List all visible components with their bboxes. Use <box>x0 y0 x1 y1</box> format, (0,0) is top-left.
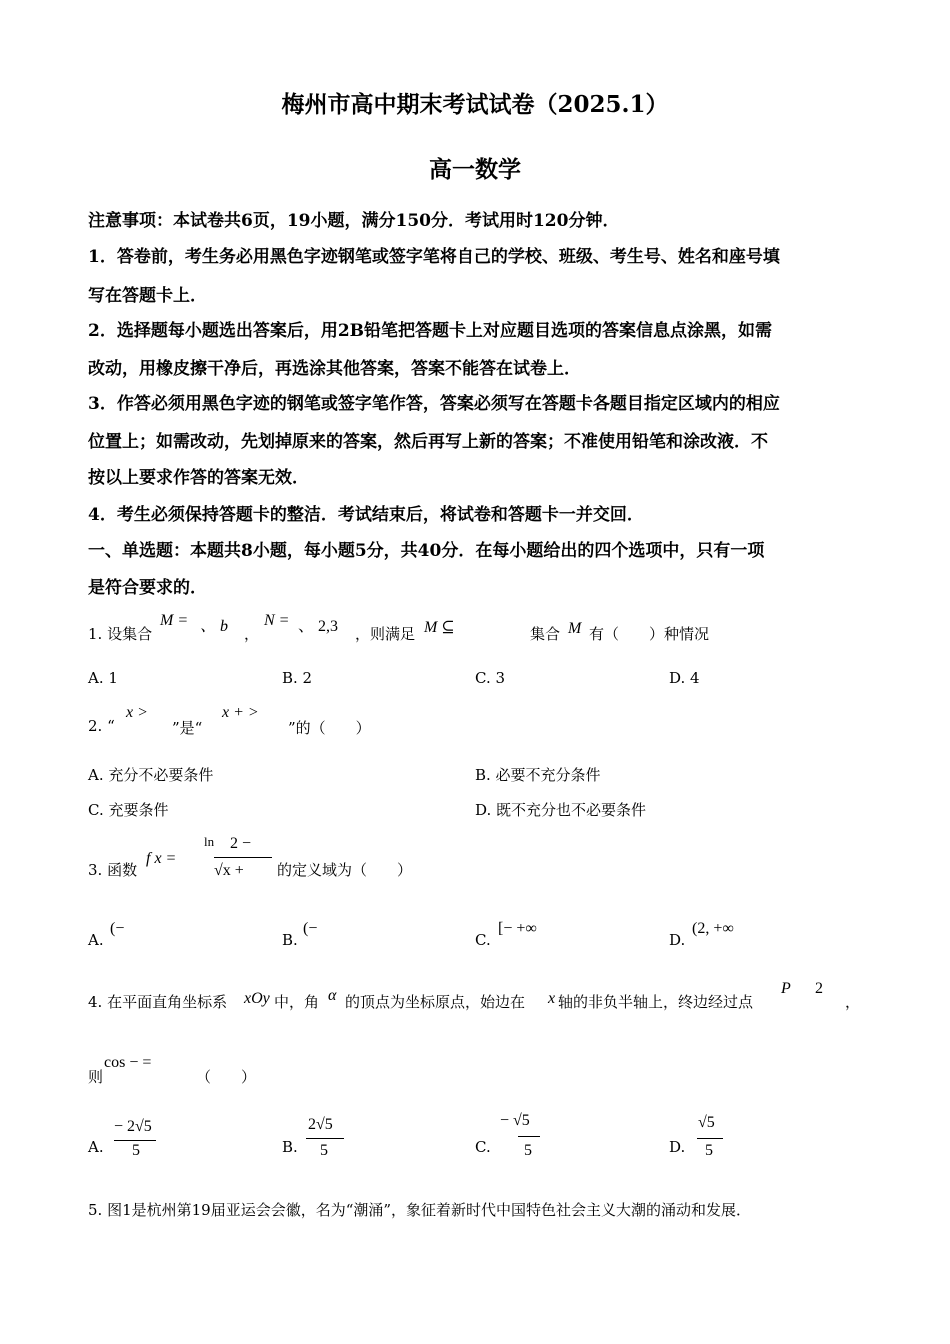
q3-numerator: 2 − <box>230 835 252 852</box>
q1-set-m-symbol: M <box>568 620 582 637</box>
q3-option-a-math: (− <box>110 920 125 937</box>
notice-head: 注意事项：本试卷共6页，19小题，满分150分．考试用时120分钟． <box>88 211 620 231</box>
q4-option-c-bar <box>518 1136 540 1137</box>
q1-option-c: C. 3 <box>475 669 506 687</box>
q1-satisfy: ，则满足 <box>355 625 416 643</box>
q2-stem-mid: ”是“ <box>172 719 203 737</box>
q1-option-d: D. 4 <box>669 669 700 687</box>
q3-option-b-label: B. <box>282 931 298 949</box>
q1-set-n-eq: N = <box>264 612 290 629</box>
q2-option-d: D. 既不充分也不必要条件 <box>475 801 647 819</box>
q4-option-a-bar <box>114 1140 156 1141</box>
q4-option-b-numerator: 2√5 <box>308 1116 333 1133</box>
q1-stem-start: 1. 设集合 <box>88 625 153 643</box>
q3-stem-start: 3. 函数 <box>88 861 138 879</box>
q3-option-d-math: (2, +∞ <box>692 920 734 937</box>
q4-cos-expr: cos − = <box>104 1054 152 1071</box>
q3-ln: ln <box>204 834 215 849</box>
q4-line-1-b: 中，角 <box>274 993 320 1011</box>
q3-option-d-label: D. <box>669 931 686 949</box>
q4-line-1-c: 的顶点为坐标原点，始边在 <box>345 993 526 1011</box>
q4-comma: ， <box>845 993 861 1011</box>
q1-set-n-elements: 、 2,3 <box>298 618 339 635</box>
q4-line-2-b: （ ） <box>196 1068 257 1086</box>
notice-item-1-line-1: 1．答卷前，考生务必用黑色字迹钢笔或签字笔将自己的学校、班级、考生号、姓名和座号填 <box>88 247 780 267</box>
q4-option-b-bar <box>306 1138 344 1139</box>
q4-option-d-bar <box>697 1138 723 1139</box>
page-title: 梅州市高中期末考试试卷（2025.1） <box>281 91 669 118</box>
q4-point-coord: 2 <box>815 980 823 997</box>
q3-denominator: √x + <box>214 862 244 879</box>
notice-item-1-line-2: 写在答题卡上． <box>88 286 207 306</box>
q4-option-c-label: C. <box>475 1138 491 1156</box>
q4-option-d-label: D. <box>669 1138 686 1156</box>
q2-stem-end: ”的（ ） <box>288 719 371 737</box>
q1-comma: ， <box>244 625 260 643</box>
page-subtitle: 高一数学 <box>429 156 521 183</box>
section-1-line-1: 一、单选题：本题共8小题，每小题5分，共40分．在每小题给出的四个选项中，只有一项 <box>88 541 765 561</box>
q4-option-d-numerator: √5 <box>698 1114 715 1131</box>
q1-option-b: B. 2 <box>282 669 313 687</box>
q2-option-a: A. 充分不必要条件 <box>88 766 214 784</box>
q3-option-a-label: A. <box>88 931 104 949</box>
q4-x-axis: x <box>548 990 556 1007</box>
notice-item-2-line-2: 改动，用橡皮擦干净后，再选涂其他答案，答案不能答在试卷上． <box>88 359 581 379</box>
q4-line-2-a: 则 <box>88 1068 104 1086</box>
q4-xoy: xOy <box>244 990 270 1007</box>
q2-condition-1: x > <box>126 704 148 721</box>
q4-option-a-denominator: 5 <box>132 1142 140 1159</box>
q3-option-c-math: [− +∞ <box>498 920 537 937</box>
q4-option-a-numerator: − 2√5 <box>114 1118 152 1135</box>
notice-item-4: 4．考生必须保持答题卡的整洁．考试结束后，将试卷和答题卡一并交回． <box>88 505 644 525</box>
q1-set-m-eq: M = <box>160 612 189 629</box>
notice-item-3-line-1: 3．作答必须用黑色字迹的钢笔或签字笔作答，答案必须写在答题卡各题目指定区域内的相应 <box>88 394 780 414</box>
question-5-line-1: 5. 图1是杭州第19届亚运会会徽，名为“潮涌”，象征着新时代中国特色社会主义大潮的涌动和发展． <box>88 1201 752 1219</box>
q4-option-c-numerator: − √5 <box>500 1112 530 1129</box>
q3-option-c-label: C. <box>475 931 491 949</box>
q1-subset-expr: M ⊆ <box>424 619 455 636</box>
q4-line-1-a: 4. 在平面直角坐标系 <box>88 993 228 1011</box>
q2-condition-2: x + > <box>222 704 259 721</box>
q4-line-1-d: 轴的非负半轴上，终边经过点 <box>558 993 754 1011</box>
q4-option-d-denominator: 5 <box>705 1142 713 1159</box>
q1-option-a: A. 1 <box>88 669 118 687</box>
q2-stem-start: 2. “ <box>88 717 115 735</box>
q2-option-c: C. 充要条件 <box>88 801 169 819</box>
q4-option-a-label: A. <box>88 1138 104 1156</box>
notice-item-3-line-3: 按以上要求作答的答案无效． <box>88 468 309 488</box>
q3-option-b-math: (− <box>303 920 318 937</box>
q2-option-b: B. 必要不充分条件 <box>475 766 601 784</box>
notice-item-2-line-1: 2．选择题每小题选出答案后，用2B铅笔把答题卡上对应题目选项的答案信息点涂黑，如需 <box>88 321 773 341</box>
q4-option-b-label: B. <box>282 1138 298 1156</box>
q1-set-word: 集合 <box>530 625 561 643</box>
q3-stem-end: 的定义域为（ ） <box>277 861 413 879</box>
q4-option-c-denominator: 5 <box>524 1142 532 1159</box>
q4-point-p: P <box>781 980 791 997</box>
section-1-line-2: 是符合要求的． <box>88 578 207 598</box>
notice-item-3-line-2: 位置上；如需改动，先划掉原来的答案，然后再写上新的答案；不准使用铅笔和涂改液．不 <box>88 432 768 452</box>
q4-option-b-denominator: 5 <box>320 1142 328 1159</box>
q1-set-m-elements: 、 b <box>200 618 229 635</box>
q4-alpha: α <box>328 987 337 1004</box>
q1-stem-end: 有（ ）种情况 <box>589 625 710 643</box>
q3-function-expr: f x = <box>146 850 177 867</box>
q3-fraction-bar <box>214 857 272 858</box>
